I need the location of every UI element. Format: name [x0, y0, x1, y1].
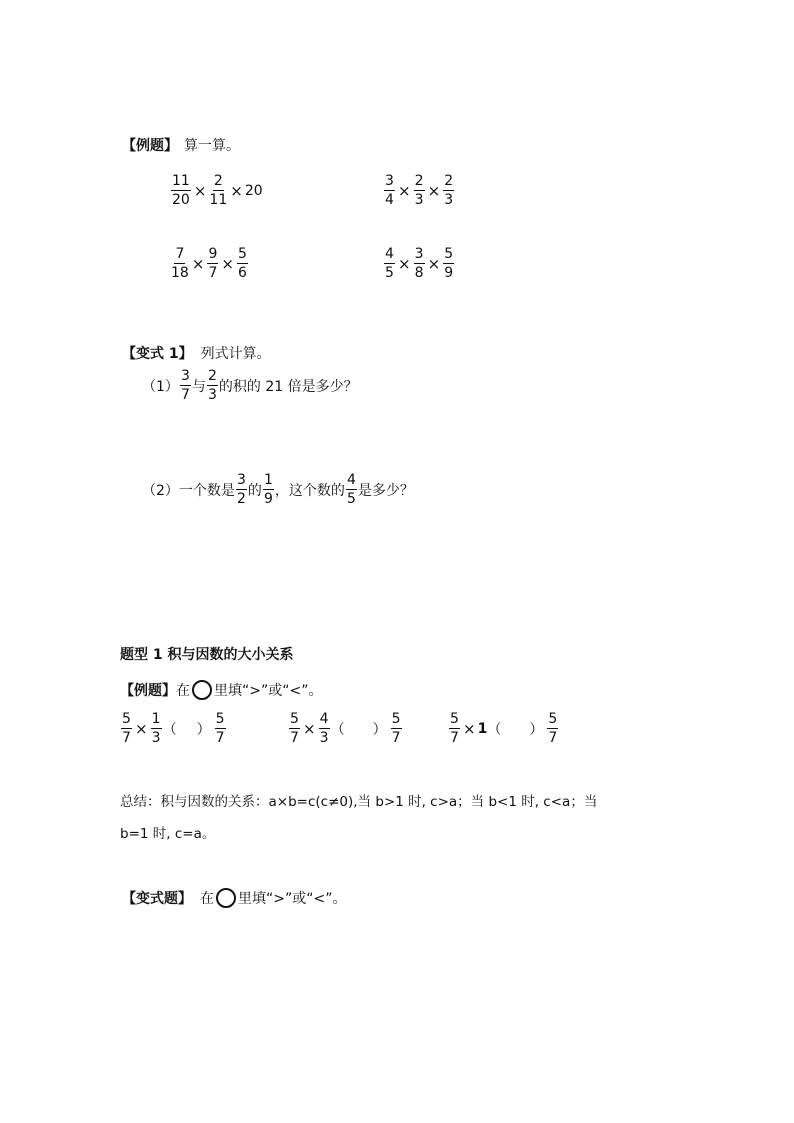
fraction: $\frac{1}{9}$ — [263, 472, 273, 507]
question-text: 的 — [247, 482, 262, 499]
whole-number: 20 — [244, 182, 263, 199]
fraction: $\frac{5}{7}$ — [122, 711, 131, 746]
times-sign: × — [398, 254, 411, 273]
variant1-question-1 — [142, 369, 358, 402]
fraction: $\frac{5}{9}$ — [444, 246, 454, 281]
fraction: $\frac{4}{3}$ — [319, 711, 329, 746]
times-sign: × — [463, 719, 476, 738]
example1-expression-b — [383, 174, 455, 207]
answer-bracket-open: （ — [330, 721, 345, 738]
variant1-question-2 — [142, 473, 414, 506]
variant-question-header — [122, 888, 346, 908]
fraction: $\frac{9}{7}$ — [208, 246, 218, 281]
compare-item-3 — [448, 712, 559, 745]
times-sign: × — [193, 181, 207, 200]
fraction: $\frac{5}{7}$ — [290, 711, 299, 746]
variant1-header — [122, 343, 271, 363]
summary-line-1: 总结：积与因数的关系：a×b=c(c≠0),当 b>1 时, c>a；当 b<1 时, c<a；当 — [120, 794, 598, 810]
connector-text: 与 — [191, 378, 206, 395]
example1-instruction: 算一算。 — [184, 138, 240, 154]
fraction: $\frac{5}{7}$ — [450, 711, 459, 746]
times-sign: × — [230, 181, 243, 200]
fraction: $\frac{3}{7}$ — [180, 368, 190, 403]
answer-bracket-open: （ — [162, 721, 177, 738]
example1-expression-a — [170, 174, 263, 207]
answer-bracket-close: ） — [372, 721, 387, 738]
variant-question-prefix: 在 — [200, 891, 214, 907]
fraction: $\frac{5}{6}$ — [238, 246, 247, 281]
whole-number: 1 — [477, 720, 488, 737]
question-text: 的积的 21 倍是多少？ — [218, 378, 358, 395]
fraction: $\frac{5}{7}$ — [548, 711, 558, 746]
fraction: $\frac{2}{11}$ — [209, 173, 228, 208]
fraction: $\frac{2}{3}$ — [444, 173, 454, 208]
example1-expression-c — [170, 247, 249, 280]
fraction: $\frac{4}{5}$ — [385, 246, 394, 281]
example1-header — [122, 135, 240, 155]
question-text: ，这个数的 — [274, 482, 345, 499]
example2-label: 【例题】 — [120, 683, 176, 699]
answer-bracket-open: （ — [487, 721, 502, 738]
variant1-label: 【变式 1】 — [122, 346, 193, 362]
example2-header — [120, 680, 322, 700]
section-title: 题型 1 积与因数的大小关系 — [120, 647, 294, 663]
variant1-instruction: 列式计算。 — [200, 346, 271, 362]
question-text: 一个数是 — [178, 482, 235, 499]
fraction: $\frac{11}{20}$ — [172, 173, 190, 208]
fraction: $\frac{3}{2}$ — [236, 472, 246, 507]
summary-line-2: b=1 时, c=a。 — [120, 826, 216, 842]
example1-expression-d — [383, 247, 455, 280]
answer-bracket-close: ） — [529, 721, 544, 738]
times-sign: × — [191, 254, 205, 273]
answer-bracket-close: ） — [196, 721, 211, 738]
times-sign: × — [303, 719, 316, 738]
variant-question-suffix: 里填“>”或“<”。 — [238, 891, 347, 907]
question-text: 是多少？ — [357, 482, 414, 499]
times-sign: × — [427, 254, 441, 273]
compare-item-2 — [288, 712, 403, 745]
circle-icon — [216, 888, 236, 908]
compare-item-1 — [120, 712, 227, 745]
question-index: （2） — [142, 482, 179, 499]
times-sign: × — [398, 181, 411, 200]
fraction: $\frac{2}{3}$ — [414, 173, 424, 208]
times-sign: × — [427, 181, 441, 200]
fraction: $\frac{5}{7}$ — [391, 711, 401, 746]
variant-question-label: 【变式题】 — [122, 891, 192, 907]
fraction: $\frac{7}{18}$ — [171, 246, 189, 281]
fraction: $\frac{2}{3}$ — [207, 368, 217, 403]
example2-prefix: 在 — [176, 683, 190, 699]
example1-label: 【例题】 — [122, 138, 178, 154]
example2-suffix: 里填“>”或“<”。 — [214, 683, 323, 699]
fraction: $\frac{3}{8}$ — [414, 246, 424, 281]
times-sign: × — [221, 254, 234, 273]
fraction: $\frac{3}{4}$ — [385, 173, 394, 208]
fraction: $\frac{1}{3}$ — [151, 711, 161, 746]
fraction: $\frac{4}{5}$ — [346, 472, 356, 507]
fraction: $\frac{5}{7}$ — [215, 711, 225, 746]
circle-icon — [192, 680, 212, 700]
times-sign: × — [135, 719, 148, 738]
question-index: （1） — [142, 378, 179, 395]
